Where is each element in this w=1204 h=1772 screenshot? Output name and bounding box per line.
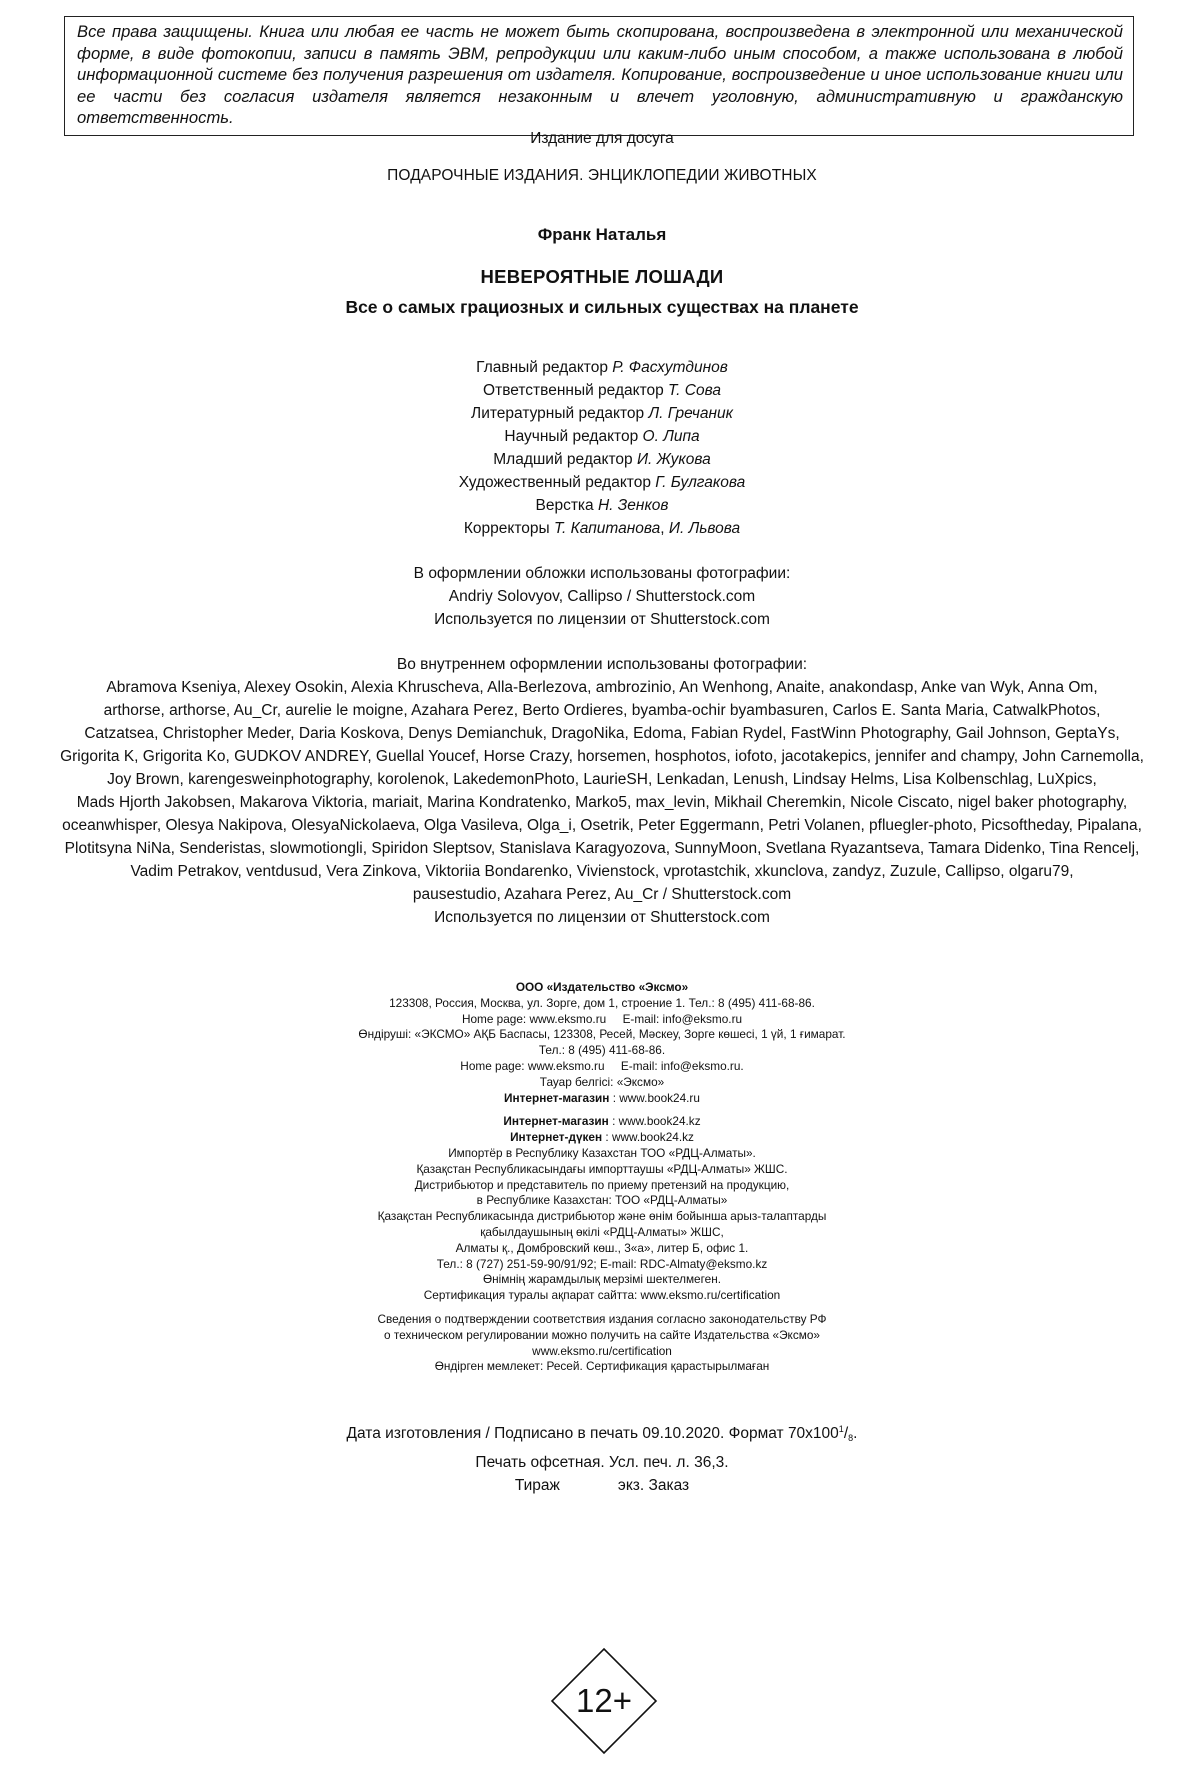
series-label: ПОДАРОЧНЫЕ ИЗДАНИЯ. ЭНЦИКЛОПЕДИИ ЖИВОТНЫХ	[387, 167, 817, 184]
staff-row: Младший редактор И. Жукова	[493, 451, 711, 468]
publisher-trademark: Тауар белгісі: «Эксмо»	[539, 1074, 665, 1089]
credit-line: arthorse, arthorse, Au_Cr, aurelie le moigne, Azahara Perez, Berto Ordieres, byamba-ochir byambasuren, Carlos E. Santa Maria, CatwalkPhotos,	[103, 702, 1101, 719]
publisher-line: Сертификация туралы ақпарат сайтта: www.eksmo.ru/certification	[423, 1288, 781, 1303]
credit-line: pausestudio, Azahara Perez, Au_Cr / Shutterstock.com	[412, 886, 792, 903]
publisher-line: Қазақстан Республикасындағы импорттаушы «РДЦ-Алматы» ЖШС.	[416, 1161, 788, 1176]
cert-line: Өндірген мемлекет: Ресей. Сертификация қарастырылмаған	[434, 1359, 770, 1374]
cover-credits-heading: В оформлении обложки использованы фотографии:	[413, 565, 791, 582]
credit-line: Vadim Petrakov, ventdusud, Vera Zinkova, Viktoriia Bondarenko, Vivienstock, vprotastchik, xkunclova, zandyz, Zuzule, Callipso, olgaru79,	[130, 863, 1074, 880]
cert-line: о техническом регулировании можно получить на сайте Издательства «Эксмо»	[384, 1327, 820, 1342]
publisher-line: Алматы қ., Домбровский көш., 3«а», литер Б, офис 1.	[455, 1240, 749, 1255]
print-tirage-line: Тираж экз. Заказ	[514, 1477, 690, 1494]
publisher-home: Home page: www.eksmo.ru E-mail: info@eksmo.ru	[461, 1011, 743, 1026]
staff-row: Ответственный редактор Т. Сова	[483, 382, 721, 399]
publisher-line: Импортёр в Республику Казахстан ТОО «РДЦ-Алматы».	[448, 1145, 756, 1160]
publisher-line: Өнімнің жарамдылық мерзімі шектелмеген.	[482, 1272, 722, 1287]
credit-line: Mads Hjorth Jakobsen, Makarova Viktoria, mariait, Marina Kondratenko, Marko5, max_levin, Mikhail Cheremkin, Nicole Ciscato, nigel baker photography,	[76, 794, 1128, 811]
publisher-line: Тел.: 8 (727) 251-59-90/91/92; E-mail: RDC-Almaty@eksmo.kz	[436, 1256, 768, 1271]
inner-photo-credits	[0, 653, 1204, 929]
staff-row: Верстка Н. Зенков	[535, 497, 669, 514]
copyright-notice: Все права защищены. Книга или любая ее часть не может быть скопирована, воспроизведена в электронной или механической форме, в виде фотокопии, записи в память ЭВМ, репродукции или каким-либо иным способом, а также использована в любой информационной системе без получения разрешения от издателя. Копирование, воспроизведение и иное использование книги или ее части без согласия издателя является незаконным и влечет уголовную, административную и гражданскую ответственность.	[64, 16, 1134, 136]
age-rating-text: 12+	[576, 1682, 632, 1719]
publisher-name: ООО «Издательство «Эксмо»	[515, 980, 689, 994]
inner-credits-license: Используется по лицензии от Shutterstock.com	[434, 909, 770, 926]
credit-line: Grigorita K, Grigorita Ko, GUDKOV ANDREY, Guellal Youcef, Horse Crazy, horsemen, hosphotos, iofoto, jacotakepics, jennifer and champy, John Carnemolla,	[60, 748, 1144, 765]
staff-row: Главный редактор Р. Фасхутдинов	[476, 359, 728, 376]
credit-line: Abramova Kseniya, Alexey Osokin, Alexia Khruscheva, Alla-Berlezova, ambrozinio, An Wenhong, Anaite, anakondasp, Anke van Wyk, Anna Om,	[106, 679, 1098, 696]
publisher-kz-producer: Өндіруші: «ЭКСМО» АҚБ Баспасы, 123308, Ресей, Мәскеу, Зорге көшесі, 1 үй, 1 ғимарат.	[358, 1027, 846, 1042]
print-date-line: Дата изготовления / Подписано в печать 09.10.2020. Формат $70x100^1/_8$.	[346, 1424, 858, 1443]
inner-credits-heading: Во внутреннем оформлении использованы фотографии:	[396, 656, 808, 673]
author-name: Франк Наталья	[537, 225, 667, 244]
credit-line: Joy Brown, karengesweinphotography, korolenok, LakedemonPhoto, LaurieSH, Lenkadan, Lenush, Lindsay Helms, Lisa Kolbenschlag, LuXpics,	[107, 771, 1097, 788]
publisher-tel: Тел.: 8 (495) 411-68-86.	[538, 1043, 666, 1058]
shop-kz: Интернет-магазин : www.book24.kz	[503, 1114, 701, 1129]
publisher-line: қабылдаушының өкілі «РДЦ-Алматы» ЖШС,	[480, 1224, 724, 1239]
genre-label: Издание для досуга	[530, 130, 674, 147]
staff-row: Корректоры Т. Капитанова, И. Львова	[463, 520, 741, 537]
credit-line: Plotitsyna NiNa, Senderistas, slowmotiongli, Spiridon Sleptsov, Stanislava Karagyozova, SunnyMoon, Svetlana Ryazantseva, Tamara Didenko, Tina Rencelj,	[64, 840, 1140, 857]
staff-row: Научный редактор О. Липа	[504, 428, 700, 445]
publisher-line: Қазақстан Республикасында дистрибьютор және өнім бойынша арыз-талаптарды	[377, 1209, 827, 1224]
age-rating-badge	[550, 1647, 658, 1755]
print-method-line: Печать офсетная. Усл. печ. л. 36,3.	[475, 1453, 729, 1471]
cert-line: Сведения о подтверждении соответствия издания согласно законодательству РФ	[377, 1311, 827, 1326]
cover-photo-credits	[0, 562, 1204, 631]
publisher-address: 123308, Россия, Москва, ул. Зорге, дом 1, строение 1. Тел.: 8 (495) 411-68-86.	[389, 995, 815, 1010]
credit-line: Catzatsea, Christopher Meder, Daria Koskova, Denys Demianchuk, DragoNika, Edoma, Fabian Rydel, FastWinn Photography, Gail Johnson, GeptaYs,	[84, 725, 1120, 742]
staff-row: Литературный редактор Л. Гречаник	[471, 405, 733, 422]
publisher-home-2: Home page: www.eksmo.ru E-mail: info@eksmo.ru.	[460, 1058, 744, 1073]
inner-credits-list	[0, 676, 1204, 906]
publisher-line: Дистрибьютор и представитель по приему претензий на продукцию,	[414, 1177, 790, 1192]
shop-kz-2: Интернет-дүкен : www.book24.kz	[510, 1130, 694, 1145]
publisher-info	[0, 980, 1204, 1375]
book-title: НЕВЕРОЯТНЫЕ ЛОШАДИ	[480, 266, 724, 287]
credit-line: oceanwhisper, Olesya Nakipova, OlesyaNickolaeva, Olga Vasileva, Olga_i, Osetrik, Peter Eggermann, Petri Volanen, pfluegler-photo, Picsoftheday, Pipalana,	[62, 817, 1142, 834]
book-subtitle: Все о самых грациозных и сильных существах на планете	[345, 297, 859, 317]
cover-credits-license: Используется по лицензии от Shutterstock.com	[434, 611, 770, 628]
shop-ru: Интернет-магазин : www.book24.ru	[504, 1090, 700, 1105]
staff-row: Художественный редактор Г. Булгакова	[458, 474, 746, 491]
cert-line: www.eksmo.ru/certification	[532, 1343, 672, 1358]
publisher-line: в Республике Казахстан: ТОО «РДЦ-Алматы»	[476, 1193, 728, 1208]
cover-credits-names: Andriy Solovyov, Callipso / Shutterstock.com	[448, 588, 756, 605]
editorial-staff	[0, 356, 1204, 540]
print-info	[0, 1418, 1204, 1498]
